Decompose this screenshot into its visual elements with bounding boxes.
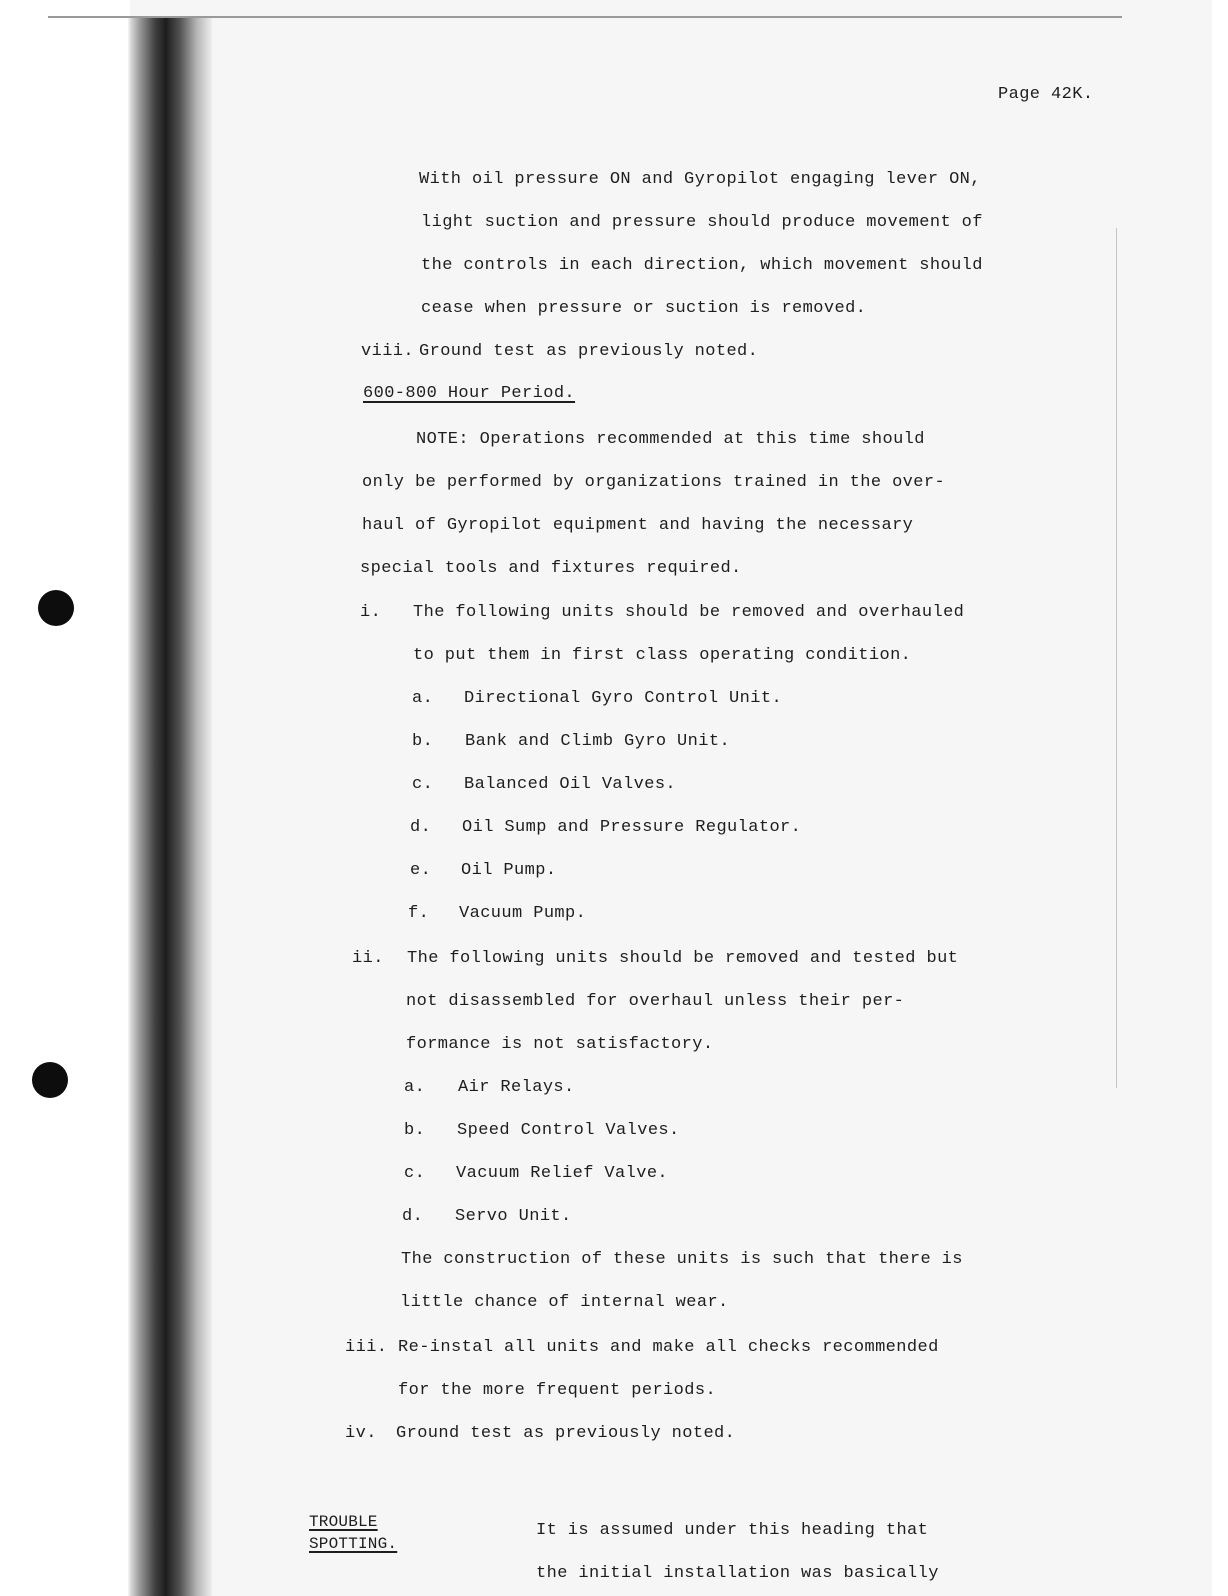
note-line: NOTE: Operations recommended at this time should bbox=[416, 430, 925, 449]
punch-hole-icon bbox=[32, 1062, 68, 1098]
note-line: only be performed by organizations trained in the over- bbox=[362, 473, 946, 492]
step-marker: ii. bbox=[352, 949, 384, 968]
list-item-marker: d. bbox=[410, 818, 432, 837]
step-text: for the more frequent periods. bbox=[398, 1381, 717, 1400]
top-edge-line bbox=[48, 16, 1122, 18]
list-item-marker: b. bbox=[412, 732, 434, 751]
list-item: Speed Control Valves. bbox=[457, 1121, 680, 1140]
list-item-marker: a. bbox=[412, 689, 434, 708]
note-line: haul of Gyropilot equipment and having the necessary bbox=[362, 516, 914, 535]
trouble-line: the initial installation was basically bbox=[536, 1564, 939, 1583]
side-heading: SPOTTING. bbox=[309, 1535, 398, 1553]
step-marker: viii. bbox=[361, 342, 415, 361]
punch-hole-icon bbox=[38, 590, 74, 626]
step-text: Re-instal all units and make all checks recommended bbox=[398, 1338, 939, 1357]
list-item: Air Relays. bbox=[458, 1078, 575, 1097]
step-text: The following units should be removed and overhauled bbox=[413, 603, 965, 622]
scan-margin bbox=[0, 0, 130, 1596]
step-marker: iii. bbox=[345, 1338, 388, 1357]
side-heading: TROUBLE bbox=[309, 1513, 378, 1531]
step-text: to put them in first class operating condition. bbox=[413, 646, 912, 665]
binding-shadow bbox=[128, 18, 212, 1596]
list-item: Oil Pump. bbox=[461, 861, 557, 880]
list-item: Vacuum Pump. bbox=[459, 904, 587, 923]
step-marker: iv. bbox=[345, 1424, 377, 1443]
intro-line: light suction and pressure should produce movement of bbox=[421, 213, 983, 232]
list-item-marker: c. bbox=[412, 775, 434, 794]
intro-line: the controls in each direction, which movement should bbox=[421, 256, 983, 275]
list-item: Bank and Climb Gyro Unit. bbox=[465, 732, 731, 751]
list-item-marker: b. bbox=[404, 1121, 426, 1140]
trouble-line: It is assumed under this heading that bbox=[536, 1521, 929, 1540]
list-item-marker: d. bbox=[402, 1207, 424, 1226]
list-item: Balanced Oil Valves. bbox=[464, 775, 677, 794]
step-text: The following units should be removed and tested but bbox=[407, 949, 959, 968]
step-text: not disassembled for overhaul unless their per- bbox=[406, 992, 905, 1011]
list-item-marker: c. bbox=[404, 1164, 426, 1183]
right-margin-line bbox=[1116, 228, 1117, 1088]
scan-margin-right bbox=[1212, 0, 1228, 1596]
step-text: Ground test as previously noted. bbox=[396, 1424, 736, 1443]
list-item-marker: e. bbox=[410, 861, 432, 880]
list-item-marker: a. bbox=[404, 1078, 426, 1097]
step-marker: i. bbox=[360, 603, 382, 622]
step-text: Ground test as previously noted. bbox=[419, 342, 759, 361]
section-title: 600-800 Hour Period. bbox=[363, 384, 576, 403]
closing-line: little chance of internal wear. bbox=[400, 1293, 729, 1312]
intro-line: With oil pressure ON and Gyropilot engaging lever ON, bbox=[419, 170, 981, 189]
step-text: formance is not satisfactory. bbox=[406, 1035, 714, 1054]
intro-line: cease when pressure or suction is removed. bbox=[421, 299, 867, 318]
list-item: Servo Unit. bbox=[455, 1207, 572, 1226]
list-item: Oil Sump and Pressure Regulator. bbox=[462, 818, 802, 837]
closing-line: The construction of these units is such that there is bbox=[401, 1250, 963, 1269]
note-line: special tools and fixtures required. bbox=[360, 559, 742, 578]
list-item: Directional Gyro Control Unit. bbox=[464, 689, 783, 708]
page-number: Page 42K. bbox=[998, 85, 1094, 104]
list-item-marker: f. bbox=[408, 904, 430, 923]
list-item: Vacuum Relief Valve. bbox=[456, 1164, 669, 1183]
